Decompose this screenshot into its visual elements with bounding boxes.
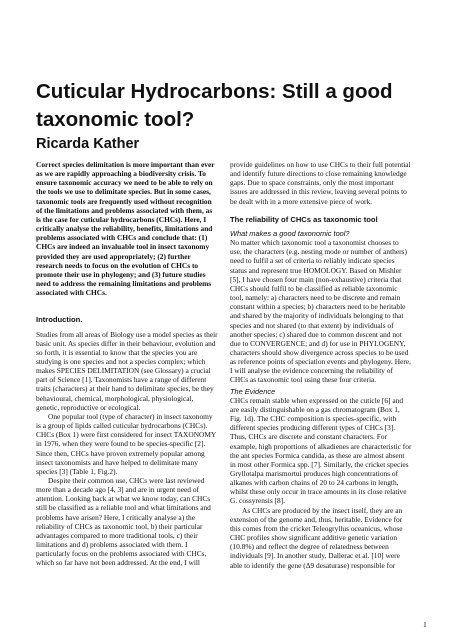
introduction-paragraph-3: Despite their common use, CHCs were last reviewed more than a decade ago [4, 3] and are in urgent need of attention. Looking back at what we know today, can CHCs still be classified as a reliable tool and what limitations and problems have arisen? Here, I critically analyse a) the reliability of CHCs as taxonomic tool, b) their particular advantages compared to more traditional tools, c) their limitations and d) problems associated with them. I particularly focus on the problems associated with CHCs, which so far have not been addressed. At the end, I will xyxy=(36,476,211,568)
page-title: Cuticular Hydrocarbons: Still a good taxonomic tool? xyxy=(36,80,393,131)
left-column xyxy=(36,160,218,568)
page-number: 1 xyxy=(423,620,427,629)
introduction-paragraph-2: One popular tool (type of character) in insect taxonomy is a group of lipids called cuticular hydrocarbons (CHCs). CHCs (Box 1) were first considered for insect TAXONOMY in 1976, when they were found to be species-specific [2]. Since then, CHCs have proven extremely popular among insect taxonomists and have helped to delimitate many species [3] (Table 1, Fig.2). xyxy=(36,411,217,476)
right-column xyxy=(230,160,412,570)
evidence-paragraph-1: CHCs remain stable when expressed on the cuticle [6] and are easily distinguishable on a gas chromatogram (Box 1, Fig. 1d). The CHC composition is species-specific, with different species producing different types of CHCs [3]. Thus, CHCs are discrete and constant characters. For example, high proportions of alkadienes are characteristic for the ant species Formica candida, as these are almost absent in most other Formica spp. [7]. Similarly, the cricket species Gryllotalpa marismortui produces high concentrations of alkanes with carbon chains of 20 to 24 carbons in length, whilst these only occur in trace amounts in its close relative G. cossyrensis [8]. xyxy=(230,395,412,506)
reliability-paragraph-1: No matter which taxonomic tool a taxonomist chooses to use, the characters (e.g. nesting mode or number of anthers) need to fulfil a set of criteria to reliably indicate species status and represent true HOMOLOGY. Based on Mishler [5], I have chosen four main (non-exhaustive) criteria that CHCs should fulfil to be classified as reliable taxonomic tool, namely: a) characters need to be discrete and remain constant within a species; b) characters need to be heritable and shared by the majority of individuals belonging to that species and not shared (to that extent) by individuals of another species; c) shared due to common descent and not due to CONVERGENCE; and d) for use in PHYLOGENY, characters should show divergence across species to be used as reference points of speciation events and phylogeny. Here, I will analyse the evidence concerning the reliability of CHCs as taxonomic tool using these four criteria. xyxy=(230,238,411,385)
continued-paragraph: provide guidelines on how to use CHCs to their full potential and identify future directions to close remaining knowledge gaps. Due to space constraints, only the most important issues are addressed in this review, leaving several points to be dealt with in a more extensive piece of work. xyxy=(230,160,411,206)
abstract: Correct species delimitation is more important than ever as we are rapidly approaching a biodiversity crisis. To ensure taxonomic accuracy we need to be able to rely on the tools we use to delimitate species. But in some cases, taxonomic tools are frequently used without recognition of the limitations and problems associated with them, as is the case for cuticular hydrocarbons (CHCs). Here, I critically analyse the reliability, benefits, limitations and problems associated with CHCs and conclude that: (1) CHCs are indeed an invaluable tool in insect taxonomy provided they are used appropriately; (2) further research needs to focus on the evolution of CHCs to promote their use in phylogeny; and (3) future studies need to address the remaining limitations and problems associated with CHCs. xyxy=(36,160,215,298)
section-heading-reliability: The reliability of CHCs as taxonomic tool xyxy=(230,214,378,224)
introduction-paragraph-1: Studies from all areas of Biology use a model species as their basic unit. As species differ in their behaviour, evolution and so forth, it is essential to know that the species you are studying is one species and not a species complex; which makes SPECIES DELIMITATION (see Glossary) a crucial part of Science [1]. Taxonomists have a range of different traits (characters) at their hand to delimitate species, be they behavioural, chemical, morphological, physiological, genetic, reproductive or ecological. xyxy=(36,329,218,412)
evidence-paragraph-2: As CHCs are produced by the insect itself, they are an extension of the genome and, thus, heritable. Evidence for this comes from the cricket Teleogryllus oceanicus, whose CHC profiles show significant additive genetic variation (10.8%) and reflect the degree of relatedness between individuals [9]. In another study, Dallerac et al. [10] were able to identify the gene (Δ9 desaturase) responsible for xyxy=(230,505,403,570)
subheading-good-tool: What makes a good taxonomic tool? xyxy=(230,228,350,238)
author-name: Ricarda Kather xyxy=(36,136,140,152)
subheading-evidence: The Evidence xyxy=(230,386,276,396)
introduction-heading: Introduction. xyxy=(36,315,83,325)
